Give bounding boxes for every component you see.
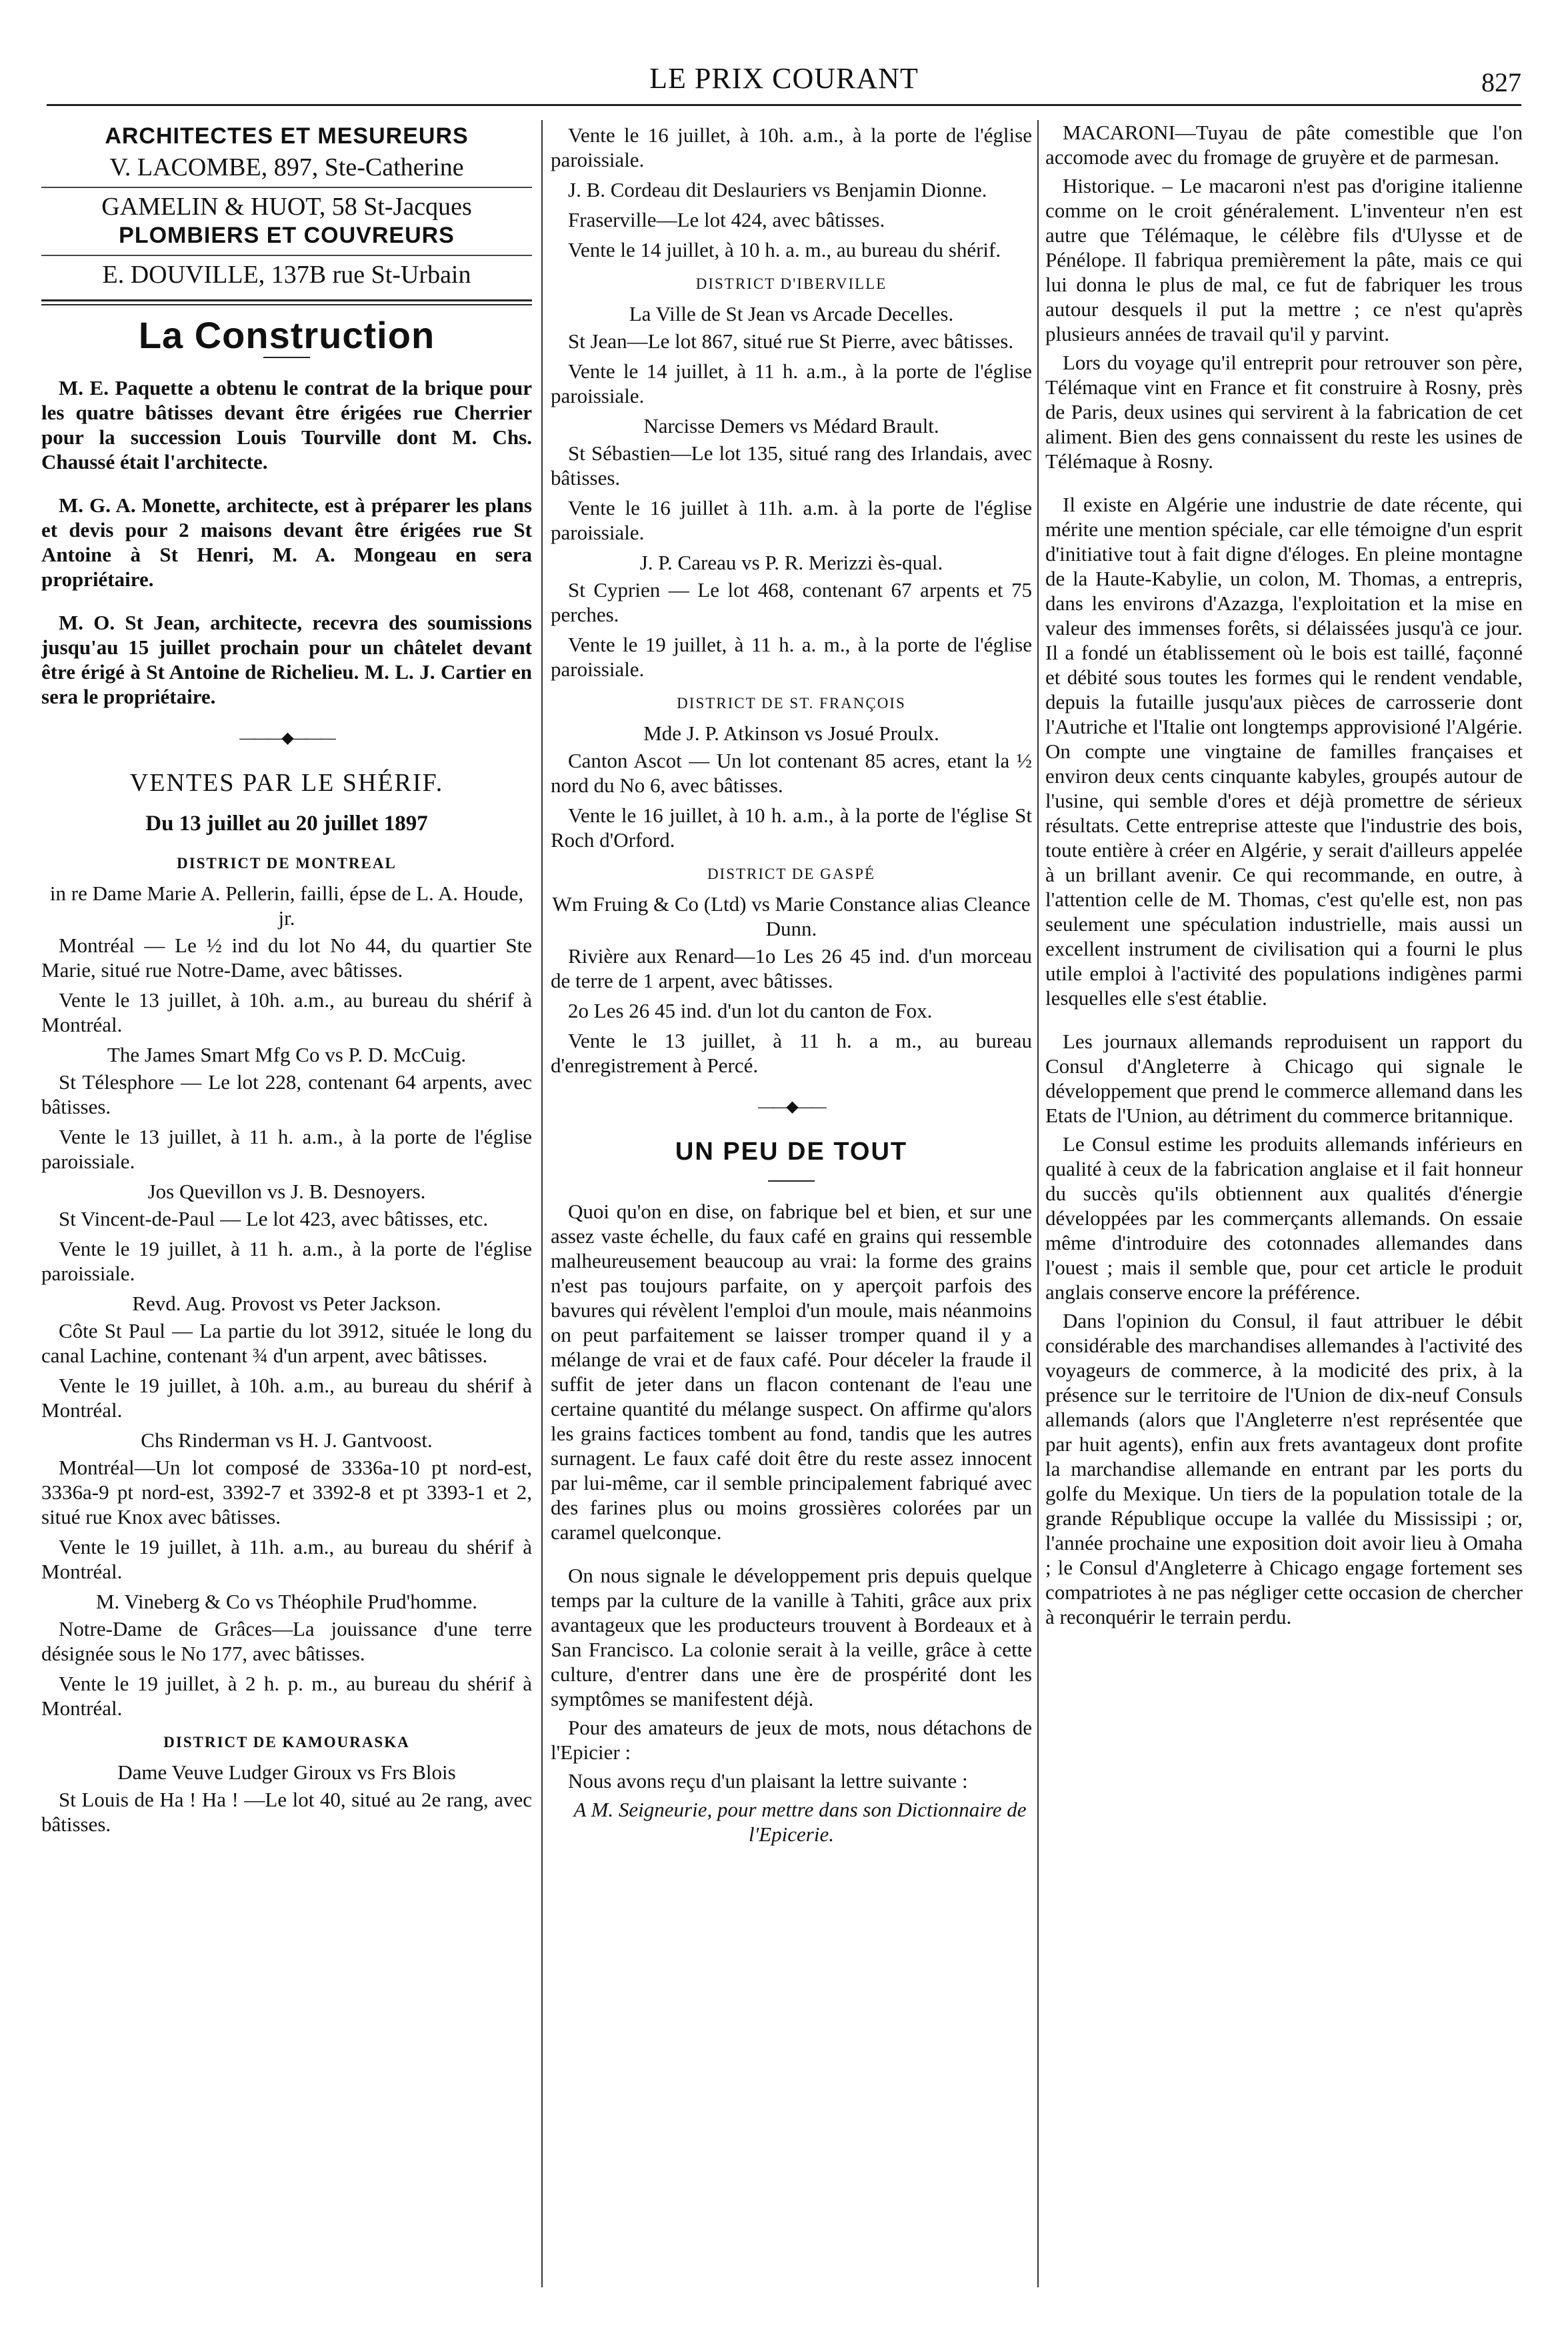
short-rule xyxy=(263,357,310,358)
ornament-divider: ———◆——— xyxy=(239,730,334,747)
misc-paragraph: On nous signale le développement pris depuis quelque temps par la culture de la vanille à Tahiti, grâce aux prix avantageux que les producteurs trouvent à Bordeaux et à San Francisco. La colonie serait à la veille, grâce à cette culture, d'entrer dans une ère de prospérité dont les symptômes se manifestent déjà. xyxy=(551,1564,1032,1710)
district-heading: DISTRICT DE ST. FRANÇOIS xyxy=(677,695,906,712)
article-paragraph: Dans l'opinion du Consul, il faut attribuer le débit considérable des marchandises allemandes à l'activité des voyageurs de commerce, à la modicité des prix, à la présence sur le territoire de l'Union de dix-neuf Consuls allemands (alors que l'Angleterre n'est représentée que par huit agents), enfin aux frets avantageux dont profite la marchandise allemande en entrant par les ports du golfe du Mexique. Un tiers de la population totale de la grande République occupe la vallée du Mississipi ; or, l'année prochaine une exposition doit avoir lieu à Omaha ; le Consul d'Angleterre à Chicago engage fortement ses compatriotes à ne pas négliger cette occasion de chercher à reconquérir le terrain perdu. xyxy=(1045,1309,1523,1628)
construction-title: La Construction xyxy=(138,314,435,356)
misc-paragraph: Quoi qu'on en dise, on fabrique bel et bien, et sur une assez vaste échelle, du faux café en grains qui ressemble malheureusement beaucoup au vrai: la forme des grains n'est pas toujours parfaite, on y aperçoit parfois des bavures qui révèlent l'emploi d'un moule, mais néanmoins on peut parfaitement se laisser tromper quand il y a mélange de vrai et de faux café. Pour déceler la fraude il suffit de jeter dans un flacon contenant de l'eau une certaine quantité du mélange suspect. On affirme qu'alors les grains factices tombent au fond, tandis que les autres surnagent. Le faux café doit être du reste assez innocent par lui-même, car il semble principalement fabriqué avec des farines plus ou moins grossières colorées par un caramel quelconque. xyxy=(551,1200,1032,1544)
short-rule xyxy=(768,1180,815,1182)
lot-description: St Vincent-de-Paul — Le lot 423, avec bâtisses, etc. xyxy=(59,1207,489,1230)
sale-notice: Vente le 19 juillet, à 11 h. a. m., à la porte de l'église paroissiale. xyxy=(551,633,1032,681)
lot-description: Montréal—Un lot composé de 3336a-10 pt nord-est, 3336a-9 pt nord-est, 3392-7 et 3392-8 et pt 3393-1 et 2, situé rue Knox avec bâtisses. xyxy=(41,1456,532,1528)
directory-line: GAMELIN & HUOT, 58 St-Jacques xyxy=(101,193,472,221)
section-rule xyxy=(41,299,532,305)
case-title: J. B. Cordeau dit Deslauriers vs Benjamin Dionne. xyxy=(568,178,987,201)
district-heading: DISTRICT DE GASPÉ xyxy=(707,866,876,882)
misc-title: UN PEU DE TOUT xyxy=(675,1138,908,1166)
lot-description: Côte St Paul — La partie du lot 3912, située le long du canal Lachine, contenant ¾ d'un arpent, avec bâtisses. xyxy=(41,1319,532,1367)
sale-notice: Vente le 16 juillet à 11h. a.m. à la porte de l'église paroissiale. xyxy=(551,496,1032,544)
article-paragraph: Historique. – Le macaroni n'est pas d'origine italienne comme on le croit généralement. L'inventeur n'en est autre que Télémaque, le célèbre fils d'Ulysse et de Pénélope. Il fabriqua premièrement la pâte, mais ce qui lui donna le plus de mal, ce fut de fabriquer les trous autour desquels il put la mettre ; ce n'est qu'après plusieurs années de travail qu'il y parvint. xyxy=(1045,174,1523,345)
lot-description: St Sébastien—Le lot 135, situé rang des Irlandais, avec bâtisses. xyxy=(551,441,1032,489)
construction-paragraph: M. E. Paquette a obtenu le contrat de la brique pour les quatre bâtisses devant être érigées rue Cherrier pour la succession Louis Tourville dont M. Chs. Chaussé était l'architecte. xyxy=(41,376,532,473)
sale-notice: Vente le 13 juillet, à 11 h. a.m., à la porte de l'église paroissiale. xyxy=(41,1125,532,1173)
construction-paragraph: M. O. St Jean, architecte, recevra des soumissions jusqu'au 15 juillet prochain pour un châtelet devant être érigé à St Antoine de Richelieu. M. L. J. Cartier en sera le propriétaire. xyxy=(41,611,532,708)
district-heading: DISTRICT DE MONTREAL xyxy=(177,855,397,872)
header-rule xyxy=(47,104,1521,106)
misc-paragraph: Pour des amateurs de jeux de mots, nous détachons de l'Epicier : xyxy=(551,1716,1032,1764)
ornament-divider: ——◆—— xyxy=(758,1098,825,1116)
directory-heading-architects: ARCHITECTES ET MESUREURS xyxy=(105,123,469,149)
case-title: M. Vineberg & Co vs Théophile Prud'homme. xyxy=(95,1590,478,1613)
misc-paragraph: A M. Seigneurie, pour mettre dans son Dictionnaire de l'Epicerie. xyxy=(573,1798,1027,1846)
directory-heading-plumbers: PLOMBIERS ET COUVREURS xyxy=(119,223,455,248)
district-heading: DISTRICT D'IBERVILLE xyxy=(695,275,887,292)
lot-description: Canton Ascot — Un lot contenant 85 acres, etant la ½ nord du No 6, avec bâtisses. xyxy=(551,749,1032,797)
lot-description: Notre-Dame de Grâces—La jouissance d'une terre désignée sous le No 177, avec bâtisses. xyxy=(41,1617,532,1665)
case-title: Dame Veuve Ludger Giroux vs Frs Blois xyxy=(117,1761,456,1784)
divider xyxy=(41,255,532,256)
sale-notice: Vente le 16 juillet, à 10 h. a.m., à la porte de l'église St Roch d'Orford. xyxy=(551,804,1032,852)
sale-notice: Vente le 19 juillet, à 10h. a.m., au bureau du shérif à Montréal. xyxy=(41,1374,532,1422)
case-title: J. P. Careau vs P. R. Merizzi ès-qual. xyxy=(639,551,943,574)
sale-notice: Vente le 19 juillet, à 2 h. p. m., au bureau du shérif à Montréal. xyxy=(41,1672,532,1720)
sale-notice: Vente le 13 juillet, à 11 h. a m., au bureau d'enregistrement à Percé. xyxy=(551,1029,1032,1077)
article-paragraph: Lors du voyage qu'il entreprit pour retrouver son père, Télémaque vint en France et fit construire à Rosny, près de Paris, deux usines qui servirent à la fabrication de cet aliment. Bien des gens connaissent du reste les usines de Télémaque à Rosny. xyxy=(1045,351,1523,473)
sale-notice: Vente le 19 juillet, à 11h. a.m., au bureau du shérif à Montréal. xyxy=(41,1535,532,1583)
case-title: La Ville de St Jean vs Arcade Decelles. xyxy=(629,302,954,325)
article-paragraph: Il existe en Algérie une industrie de date récente, qui mérite une mention spéciale, car elle témoigne d'un esprit d'initiative tout à fait digne d'éloges. En pleine montagne de la Haute-Kabylie, un colon, M. Thomas, a entrepris, dans les environs d'Azazga, l'exploitation et la mise en valeur des immenses forêts, si délaissées jusqu'à ce jour. Il a fondé un établissement où le bois est taillé, façonné et débité sous toutes les formes qui le rendent vendable, depuis la futaille jusqu'aux pièces de carrosserie dont l'Autriche et l'Italie ont longtemps approvisioné l'Algérie. On compte une vingtaine de familles françaises et environ deux cents cinquante kabyles, groupés autour de l'usine, qui semble d'ores et déjà promettre de sérieux résultats. Cette entreprise atteste que l'industrie des bois, toute entière à créer en Algérie, y serait d'ailleurs appelée à un brillant avenir. Ce qui recommande, en outre, à l'attention celle de M. Thomas, c'est qu'elle est, non pas seulement une spéculation industrielle, mais aussi un excellent instrument de civilisation qui a fourni le plus utile emploi à l'activité des populations indigènes parmi lesquelles elle s'est établie. xyxy=(1045,493,1523,1010)
lot-description: St Cyprien — Le lot 468, contenant 67 arpents et 75 perches. xyxy=(551,578,1032,626)
case-title: Wm Fruing & Co (Ltd) vs Marie Constance alias Cleance Dunn. xyxy=(552,892,1031,940)
case-title: in re Dame Marie A. Pellerin, failli, épse de L. A. Houde, jr. xyxy=(49,882,524,930)
sales-title: VENTES PAR LE SHÉRIF. xyxy=(129,769,444,797)
lot-description: St Télesphore — Le lot 228, contenant 64 arpents, avec bâtisses. xyxy=(41,1070,532,1118)
article-paragraph: MACARONI—Tuyau de pâte comestible que l'on accomode avec du fromage de gruyère et de parmesan. xyxy=(1045,121,1523,169)
column-2 xyxy=(551,120,1032,1851)
page-title: LE PRIX COURANT xyxy=(649,62,919,95)
sale-notice: Vente le 14 juillet, à 11 h. a.m., à la porte de l'église paroissiale. xyxy=(551,359,1032,407)
district-heading: DISTRICT DE KAMOURASKA xyxy=(163,1734,410,1750)
running-head xyxy=(0,61,1568,101)
lot-description: St Louis de Ha ! Ha ! —Le lot 40, situé au 2e rang, avec bâtisses. xyxy=(41,1788,532,1836)
article-paragraph: Les journaux allemands reproduisent un rapport du Consul d'Angleterre à Chicago qui signale le développement que prend le commerce allemand dans les Etats de l'Union, au détriment du commerce britannique. xyxy=(1045,1030,1523,1127)
case-title: Jos Quevillon vs J. B. Desnoyers. xyxy=(147,1180,426,1203)
case-title: Revd. Aug. Provost vs Peter Jackson. xyxy=(132,1292,441,1315)
lot-description: Montréal — Le ½ ind du lot No 44, du quartier Ste Marie, situé rue Notre-Dame, avec bâtisses. xyxy=(41,934,532,982)
lot-description: St Jean—Le lot 867, situé rue St Pierre, avec bâtisses. xyxy=(568,329,1014,353)
case-title: Mde J. P. Atkinson vs Josué Proulx. xyxy=(643,722,939,745)
case-title: The James Smart Mfg Co vs P. D. McCuig. xyxy=(107,1043,467,1066)
directory-line: E. DOUVILLE, 137B rue St-Urbain xyxy=(102,261,471,289)
directory-line: V. LACOMBE, 897, Ste-Catherine xyxy=(109,153,464,181)
sale-notice: Vente le 14 juillet, à 10 h. a. m., au bureau du shérif. xyxy=(568,238,1001,261)
sales-dates: Du 13 juillet au 20 juillet 1897 xyxy=(145,812,428,836)
column-divider-1 xyxy=(541,120,543,2287)
construction-paragraph: M. G. A. Monette, architecte, est à préparer les plans et devis pour 2 maisons devant être érigées rue St Antoine à St Henri, M. A. Mongeau en sera propriétaire. xyxy=(41,493,532,591)
sale-notice: Vente le 16 juillet, à 10h. a.m., à la porte de l'église paroissiale. xyxy=(551,123,1032,171)
divider xyxy=(41,187,532,188)
column-3 xyxy=(1045,120,1523,1633)
article-paragraph: Le Consul estime les produits allemands inférieurs en qualité à ceux de la fabrication anglaise et il fait honneur du succès qu'ils obtiennent aux qualités d'énergie développées par les commerçants allemands. On essaie même d'introduire des cotonnades allemandes dans l'ouest ; mais il semble que, pour cet article le produit anglais conserve encore la préférence. xyxy=(1045,1132,1523,1304)
case-title: Narcisse Demers vs Médard Brault. xyxy=(643,414,939,437)
column-divider-2 xyxy=(1037,120,1039,2287)
column-1 xyxy=(41,120,532,1842)
sale-notice: Vente le 19 juillet, à 11 h. a.m., à la porte de l'église paroissiale. xyxy=(41,1237,532,1285)
lot-description: 2o Les 26 45 ind. d'un lot du canton de Fox. xyxy=(568,999,933,1022)
lot-description: Fraserville—Le lot 424, avec bâtisses. xyxy=(568,208,885,231)
lot-description: Rivière aux Renard—1o Les 26 45 ind. d'un morceau de terre de 1 arpent, avec bâtisses. xyxy=(551,944,1032,992)
page-number: 827 xyxy=(1481,67,1521,97)
misc-paragraph: Nous avons reçu d'un plaisant la lettre suivante : xyxy=(568,1769,968,1793)
sale-notice: Vente le 13 juillet, à 10h. a.m., au bureau du shérif à Montréal. xyxy=(41,988,532,1036)
case-title: Chs Rinderman vs H. J. Gantvoost. xyxy=(141,1428,433,1452)
